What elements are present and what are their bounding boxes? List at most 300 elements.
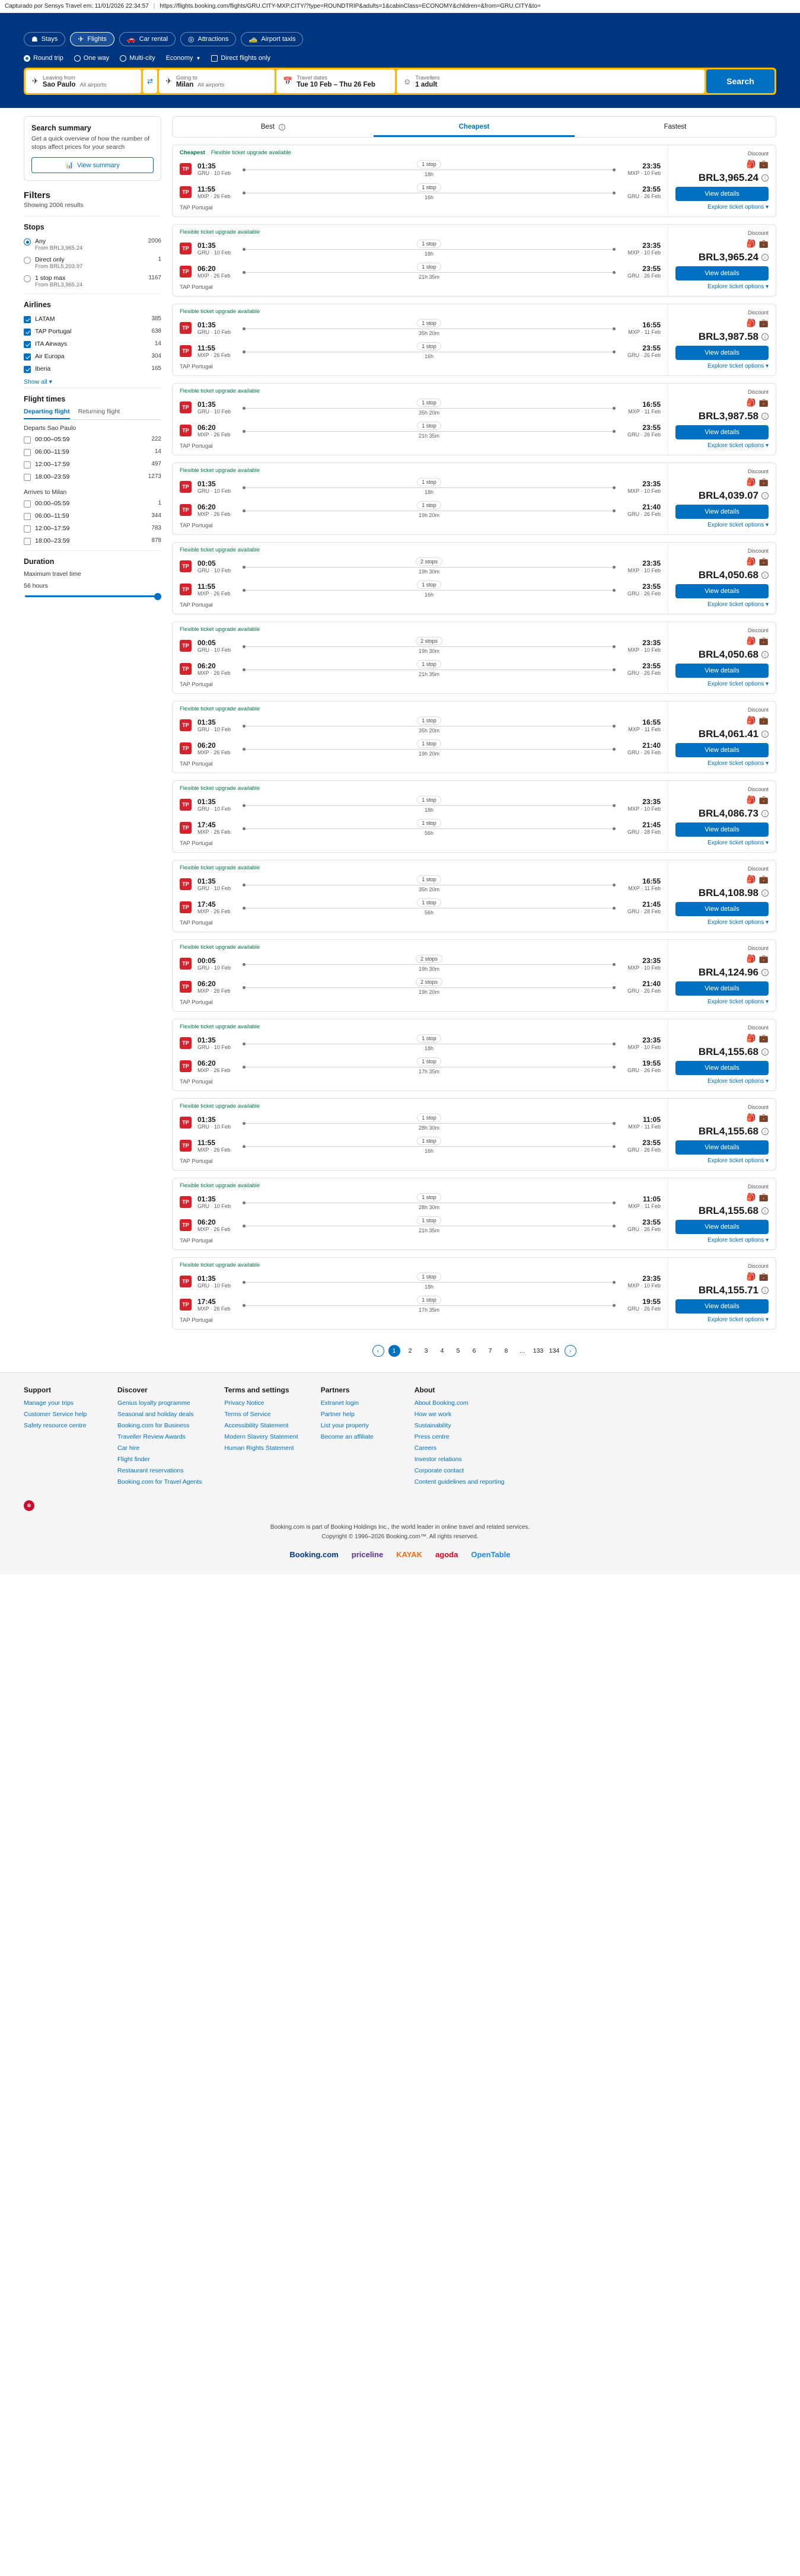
footer-link[interactable]: Investor relations: [414, 1456, 462, 1463]
footer-link[interactable]: Seasonal and holiday deals: [117, 1411, 194, 1418]
footer-link[interactable]: Content guidelines and reporting: [414, 1478, 505, 1485]
footer-link[interactable]: Customer Service help: [24, 1411, 87, 1418]
results-column: [172, 116, 776, 1360]
view-details-button[interactable]: View details: [675, 346, 769, 360]
leg-outbound-stops: 1 stop: [417, 240, 441, 248]
explore-ticket-options-link[interactable]: Explore ticket options ▾: [707, 1316, 769, 1323]
flight-price: BRL4,050.68 i: [699, 569, 769, 581]
country-flag-icon[interactable]: ✻: [24, 1500, 34, 1511]
flight-result-card[interactable]: [172, 701, 776, 773]
pagination-prev[interactable]: ‹: [372, 1345, 384, 1357]
flight-result-card[interactable]: [172, 1098, 776, 1171]
departs-slot-0[interactable]: [24, 434, 161, 447]
leg-outbound-line: [243, 249, 616, 250]
leg-outbound-arr-time: 23:35: [642, 638, 661, 647]
flight-result-card[interactable]: [172, 542, 776, 614]
departs-label-3: 18:00–23:59: [35, 473, 70, 481]
show-all-airlines-button[interactable]: [24, 378, 161, 385]
footer-link[interactable]: Extranet login: [320, 1399, 359, 1407]
footer-link[interactable]: Become an affiliate: [320, 1433, 374, 1440]
capture-bar: [0, 0, 800, 13]
footer-link[interactable]: Car hire: [117, 1445, 140, 1452]
view-details-button[interactable]: View details: [675, 822, 769, 837]
checkbox-airline-tap[interactable]: [24, 329, 31, 336]
view-details-button[interactable]: View details: [675, 902, 769, 916]
checkbox-arrives-2[interactable]: [24, 525, 31, 533]
explore-ticket-options-link[interactable]: Explore ticket options ▾: [707, 204, 769, 211]
operating-airline: TAP Portugal: [180, 681, 213, 688]
landing-icon: ✈: [165, 76, 172, 85]
tab-cheapest[interactable]: Cheapest: [374, 117, 575, 137]
leg-return-middle: [240, 342, 618, 359]
view-details-button[interactable]: View details: [675, 1299, 769, 1313]
search-button[interactable]: Search: [706, 69, 774, 93]
leg-return-departure: [197, 662, 234, 676]
flight-leg-return: [173, 1134, 668, 1157]
explore-ticket-options-link[interactable]: Explore ticket options ▾: [707, 760, 769, 767]
price-info-icon[interactable]: i: [761, 1287, 769, 1294]
leg-return-stops: 2 stops: [416, 978, 442, 986]
leg-outbound-arrival: [624, 798, 661, 812]
checkbox-airline-air-europa[interactable]: [24, 353, 31, 361]
leg-return-dep-info: MXP · 26 Feb: [197, 511, 231, 517]
footer-link[interactable]: Terms of Service: [224, 1411, 271, 1418]
option-round-trip[interactable]: [24, 55, 63, 62]
discount-label: Discount: [747, 1104, 769, 1110]
baggage-icons: [747, 557, 769, 566]
tab-returning-flight[interactable]: Returning flight: [78, 408, 120, 416]
view-summary-label: View summary: [77, 161, 120, 169]
brand-opentable[interactable]: OpenTable: [471, 1550, 511, 1559]
flight-result-card[interactable]: [172, 939, 776, 1012]
leg-return-middle: [240, 263, 618, 280]
footer-link[interactable]: Restaurant reservations: [117, 1467, 184, 1474]
site-header: [0, 13, 800, 55]
checked-bag-icon: 💼: [758, 1034, 769, 1042]
airline-logo-icon: TP: [180, 1037, 192, 1049]
pagination-next[interactable]: ›: [565, 1345, 576, 1357]
flight-card-details: [173, 1178, 668, 1249]
view-details-button[interactable]: View details: [675, 1220, 769, 1234]
price-info-icon[interactable]: i: [761, 572, 769, 579]
origin-field[interactable]: [26, 69, 141, 93]
stops-option-one-max[interactable]: [24, 273, 161, 291]
flight-result-card[interactable]: [172, 1257, 776, 1330]
pagination-page-5[interactable]: 5: [456, 1347, 460, 1354]
checkbox-arrives-0[interactable]: [24, 500, 31, 508]
footer-link[interactable]: Booking.com for Travel Agents: [117, 1478, 202, 1485]
leg-return-departure: [197, 423, 234, 438]
leg-outbound-dep-time: 01:35: [197, 400, 216, 409]
search-form: [24, 68, 776, 95]
view-details-button[interactable]: View details: [675, 981, 769, 996]
flexible-ticket-badge: Flexible ticket upgrade available: [180, 785, 260, 792]
option-multi-city[interactable]: [120, 55, 155, 62]
option-one-way[interactable]: [74, 55, 109, 62]
leg-return-duration: 19h 20m: [418, 751, 440, 757]
pagination-page-7[interactable]: 7: [488, 1347, 492, 1354]
brand-kayak[interactable]: KAYAK: [396, 1550, 423, 1559]
radio-stops-one-max[interactable]: [24, 275, 31, 282]
leg-return-dep-time: 11:55: [197, 582, 216, 591]
view-details-button[interactable]: View details: [675, 584, 769, 598]
pagination-page-134[interactable]: 134: [549, 1347, 560, 1354]
stops-option-any[interactable]: [24, 236, 161, 254]
explore-ticket-options-link[interactable]: Explore ticket options ▾: [707, 999, 769, 1005]
leg-return-arr-info: GRU · 26 Feb: [627, 1226, 661, 1232]
view-details-button[interactable]: View details: [675, 266, 769, 280]
price-info-icon[interactable]: i: [761, 810, 769, 817]
leg-outbound-arr-time: 23:35: [642, 241, 661, 250]
flight-card-price-panel: [668, 940, 776, 1011]
explore-ticket-options-link[interactable]: Explore ticket options ▾: [707, 601, 769, 608]
departs-label-0: 00:00–05:59: [35, 436, 70, 444]
airline-logo-icon: TP: [180, 981, 192, 993]
flight-times-tabs: [24, 408, 161, 420]
arrives-label: Arrives to Milan: [24, 489, 67, 496]
checkbox-airline-iberia[interactable]: [24, 366, 31, 373]
view-details-button[interactable]: View details: [675, 505, 769, 519]
price-info-icon[interactable]: i: [761, 1207, 769, 1214]
filters-title: Filters: [24, 190, 51, 201]
sort-tabs: [172, 116, 776, 138]
leg-outbound-arrival: [624, 718, 661, 732]
price-info-icon[interactable]: i: [761, 890, 769, 897]
pagination-page-6[interactable]: 6: [472, 1347, 476, 1354]
tab-departing-flight[interactable]: Departing flight: [24, 408, 70, 419]
footer-link[interactable]: About Booking.com: [414, 1399, 468, 1407]
flight-result-card[interactable]: [172, 463, 776, 535]
flight-leg-return: [173, 1293, 668, 1316]
flight-badges: [173, 1099, 668, 1111]
flight-price: BRL3,965.24 i: [699, 251, 769, 263]
leg-return-duration: 19h 20m: [418, 989, 440, 995]
leg-return-stops: 1 stop: [417, 819, 441, 827]
leg-return-duration: 21h 35m: [418, 1228, 440, 1233]
airline-logo-icon: TP: [180, 345, 192, 357]
checkbox-arrives-1[interactable]: [24, 513, 31, 520]
leg-return-arrival: [624, 1297, 661, 1312]
flight-leg-return: [173, 498, 668, 521]
explore-ticket-options-link[interactable]: Explore ticket options ▾: [707, 681, 769, 687]
flight-leg-outbound: [173, 952, 668, 975]
nav-item-airport-taxis[interactable]: [241, 32, 303, 46]
destination-field[interactable]: [159, 69, 275, 93]
price-info-icon[interactable]: i: [761, 492, 769, 499]
price-info-icon[interactable]: i: [761, 651, 769, 658]
stops-direct-count: 1: [158, 256, 161, 263]
leg-outbound-middle: [240, 875, 618, 892]
flight-result-card[interactable]: [172, 621, 776, 694]
arrives-slot-3[interactable]: [24, 535, 161, 548]
leg-return-dep-info: MXP · 26 Feb: [197, 272, 231, 279]
leg-outbound-arrival: [624, 1036, 661, 1050]
leg-return-arr-time: 23:55: [642, 1217, 661, 1226]
checkbox-airline-latam[interactable]: [24, 316, 31, 323]
flight-badges: [173, 463, 668, 475]
airline-option-ita[interactable]: [24, 339, 161, 351]
leg-outbound-dep-time: 00:05: [197, 559, 216, 568]
flight-price: BRL4,050.68 i: [699, 649, 769, 661]
footer-link[interactable]: Safety resource centre: [24, 1422, 87, 1429]
operating-airline: TAP Portugal: [180, 364, 213, 370]
footer-link[interactable]: List your property: [320, 1422, 369, 1429]
leg-return-duration: 16h: [424, 1148, 434, 1154]
price-info-icon[interactable]: i: [761, 254, 769, 261]
leg-outbound-stops: 1 stop: [417, 1114, 441, 1122]
nav-item-stays[interactable]: [24, 32, 65, 46]
flight-badges: [173, 702, 668, 713]
flight-result-card[interactable]: [172, 1019, 776, 1091]
pagination-page-4[interactable]: 4: [440, 1347, 444, 1354]
leg-outbound-arr-info: MXP · 11 Feb: [628, 1123, 661, 1130]
info-icon[interactable]: i: [279, 124, 285, 130]
footer-link[interactable]: Traveller Review Awards: [117, 1433, 186, 1440]
leg-outbound-duration: 18h: [424, 489, 434, 495]
leg-return-middle: [240, 1216, 618, 1233]
taxi-icon: 🚕: [248, 35, 258, 43]
price-info-icon[interactable]: i: [761, 969, 769, 976]
leg-return-dep-time: 06:20: [197, 264, 216, 273]
airline-option-latam[interactable]: [24, 314, 161, 326]
brand-booking[interactable]: Booking.com: [289, 1550, 339, 1559]
view-details-button[interactable]: View details: [675, 664, 769, 678]
baggage-icons: [747, 795, 769, 805]
flight-result-card[interactable]: [172, 383, 776, 455]
explore-ticket-options-link[interactable]: Explore ticket options ▾: [707, 1237, 769, 1244]
dates-field[interactable]: [276, 69, 395, 93]
cabin-bag-icon: 🎒: [746, 557, 756, 566]
pagination-page-2[interactable]: 2: [408, 1347, 412, 1354]
baggage-icons: [747, 1034, 769, 1043]
option-direct-flights-only[interactable]: [211, 55, 270, 62]
airline-logo-icon: TP: [180, 1060, 192, 1072]
duration-slider-knob[interactable]: [154, 593, 161, 600]
capture-separator: |: [153, 3, 155, 9]
duration-slider-track[interactable]: [25, 595, 160, 597]
checkbox-departs-2[interactable]: [24, 461, 31, 468]
flight-result-card[interactable]: [172, 1178, 776, 1250]
leg-return-arr-time: 23:55: [642, 423, 661, 432]
leg-return-arr-info: GRU · 26 Feb: [627, 749, 661, 755]
cabin-bag-icon: 🎒: [746, 954, 756, 963]
flexible-ticket-badge: Flexible ticket upgrade available: [180, 1182, 260, 1189]
footer-link[interactable]: Careers: [414, 1445, 437, 1452]
radio-stops-any[interactable]: [24, 238, 31, 246]
nav-label-flights: Flights: [87, 36, 107, 43]
radio-multi-city[interactable]: [120, 55, 126, 62]
explore-ticket-options-link[interactable]: Explore ticket options ▾: [707, 840, 769, 846]
explore-ticket-options-link[interactable]: Explore ticket options ▾: [707, 522, 769, 528]
leg-outbound-stops: 1 stop: [417, 875, 441, 884]
swap-airports-button[interactable]: ⇄: [143, 69, 157, 93]
flight-leg-return: [173, 419, 668, 442]
operating-airline: TAP Portugal: [180, 999, 213, 1006]
tab-best[interactable]: [173, 117, 374, 137]
leg-outbound-arr-time: 23:35: [642, 1035, 661, 1044]
footer-link[interactable]: Partner help: [320, 1411, 355, 1418]
checkbox-direct-only[interactable]: [211, 55, 218, 62]
leg-return-arrival: [624, 662, 661, 676]
leg-return-arr-info: GRU · 26 Feb: [627, 590, 661, 597]
airline-option-iberia[interactable]: [24, 364, 161, 376]
flight-leg-outbound: [173, 475, 668, 498]
footer-link[interactable]: Accessibility Statement: [224, 1422, 289, 1429]
airline-option-air-europa[interactable]: [24, 351, 161, 364]
dates-label: Travel dates: [297, 75, 328, 81]
arrives-slot-0[interactable]: [24, 498, 161, 511]
footer-link[interactable]: Genius loyalty programme: [117, 1399, 190, 1407]
explore-ticket-options-link[interactable]: Explore ticket options ▾: [707, 919, 769, 926]
explore-ticket-options-link[interactable]: Explore ticket options ▾: [707, 363, 769, 369]
flight-result-card[interactable]: [172, 304, 776, 376]
stops-direct-label: Direct only: [35, 256, 65, 264]
view-details-button[interactable]: View details: [675, 187, 769, 201]
flight-leg-outbound: [173, 713, 668, 737]
view-details-button[interactable]: View details: [675, 1140, 769, 1155]
brand-priceline[interactable]: priceline: [351, 1550, 384, 1559]
leg-outbound-duration: 35h 20m: [418, 410, 440, 416]
price-info-icon[interactable]: i: [761, 1048, 769, 1056]
flight-card-details: [173, 1019, 668, 1091]
arrives-slot-2[interactable]: [24, 523, 161, 535]
pagination: [172, 1337, 776, 1360]
airline-logo-icon: TP: [180, 901, 192, 913]
explore-ticket-options-link[interactable]: Explore ticket options ▾: [707, 283, 769, 290]
stops-one-max-sub: From BRL3,965.24: [35, 282, 83, 289]
pagination-page-3[interactable]: 3: [424, 1347, 428, 1354]
leg-outbound-arrival: [624, 241, 661, 256]
footer-link[interactable]: Corporate contact: [414, 1467, 464, 1474]
flight-result-card[interactable]: [172, 780, 776, 853]
leg-outbound-arr-time: 16:55: [642, 718, 661, 726]
leg-outbound-line: [243, 1282, 616, 1283]
leg-return-arr-info: GRU · 26 Feb: [627, 987, 661, 994]
explore-ticket-options-link[interactable]: Explore ticket options ▾: [707, 1158, 769, 1164]
checkbox-airline-ita[interactable]: [24, 341, 31, 348]
footer-link[interactable]: Modern Slavery Statement: [224, 1433, 298, 1440]
flight-result-card[interactable]: [172, 860, 776, 932]
leg-return-dep-info: MXP · 26 Feb: [197, 1067, 231, 1073]
stops-option-direct[interactable]: [24, 254, 161, 273]
pagination-page-1[interactable]: 1: [388, 1345, 400, 1357]
footer-column: [24, 1386, 95, 1490]
explore-ticket-options-link[interactable]: Explore ticket options ▾: [707, 442, 769, 449]
price-info-icon[interactable]: i: [761, 731, 769, 738]
departs-slot-3[interactable]: [24, 471, 161, 484]
flight-card-price-panel: [668, 384, 776, 455]
cabin-class-select[interactable]: [166, 55, 201, 62]
departs-slot-2[interactable]: [24, 459, 161, 471]
pagination-page-8[interactable]: 8: [504, 1347, 508, 1354]
footer-link[interactable]: Manage your trips: [24, 1399, 74, 1407]
discount-label: Discount: [747, 707, 769, 713]
footer-link[interactable]: Press centre: [414, 1433, 450, 1440]
leg-return-departure: [197, 821, 234, 835]
footer-column-title: Partners: [320, 1386, 350, 1394]
checkbox-departs-3[interactable]: [24, 474, 31, 481]
leg-return-duration: 21h 35m: [418, 433, 440, 439]
radio-one-way[interactable]: [74, 55, 81, 62]
arrives-count-3: 878: [151, 537, 161, 544]
flexible-ticket-badge: Flexible ticket upgrade available: [180, 388, 260, 394]
leg-return-departure: [197, 1059, 234, 1073]
view-details-button[interactable]: View details: [675, 743, 769, 757]
view-details-button[interactable]: View details: [675, 425, 769, 439]
leg-outbound-dep-info: GRU · 10 Feb: [197, 408, 231, 415]
footer-link[interactable]: Booking.com for Business: [117, 1422, 190, 1429]
site-footer: [0, 1372, 800, 1574]
view-details-button[interactable]: View details: [675, 1061, 769, 1075]
leg-outbound-middle: [240, 955, 618, 972]
view-summary-button[interactable]: [31, 157, 154, 173]
tab-fastest[interactable]: Fastest: [664, 123, 687, 130]
travellers-field[interactable]: [397, 69, 705, 93]
leg-outbound-duration: 28h 30m: [418, 1125, 440, 1131]
departs-slot-1[interactable]: [24, 447, 161, 459]
airline-tap-label: TAP Portugal: [35, 328, 72, 336]
leg-return-arr-time: 23:55: [642, 343, 661, 352]
price-info-icon[interactable]: i: [761, 174, 769, 181]
flight-leg-return: [173, 260, 668, 283]
airline-logo-icon: TP: [180, 322, 192, 334]
footer-column-title: Terms and settings: [224, 1386, 289, 1394]
leg-outbound-departure: [197, 1115, 234, 1130]
flight-badges: [173, 145, 668, 157]
leg-return-middle: [240, 660, 618, 677]
leg-outbound-stops: 1 stop: [417, 796, 441, 804]
flight-result-card[interactable]: [172, 145, 776, 217]
footer-link[interactable]: Flight finder: [117, 1456, 150, 1463]
radio-stops-direct[interactable]: [24, 257, 31, 264]
leg-return-middle: [240, 183, 618, 200]
baggage-icons: [747, 954, 769, 964]
leg-outbound-dep-info: GRU · 10 Feb: [197, 487, 231, 494]
checkbox-departs-0[interactable]: [24, 436, 31, 444]
price-info-icon[interactable]: i: [761, 1128, 769, 1135]
arrives-slot-1[interactable]: [24, 511, 161, 523]
checkbox-arrives-3[interactable]: [24, 538, 31, 545]
price-info-icon[interactable]: i: [761, 413, 769, 420]
nav-item-car-rental[interactable]: [119, 32, 176, 46]
footer-link[interactable]: Privacy Notice: [224, 1399, 264, 1407]
price-info-icon[interactable]: i: [761, 333, 769, 340]
explore-ticket-options-link[interactable]: Explore ticket options ▾: [707, 1078, 769, 1085]
leg-return-duration: 21h 35m: [418, 274, 440, 280]
nav-item-attractions[interactable]: [180, 32, 236, 46]
capture-label: Capturado por Sensys Travel em: 11/01/2026 22:34:57: [5, 3, 149, 9]
airline-option-tap[interactable]: [24, 326, 161, 339]
radio-round-trip[interactable]: [24, 55, 30, 62]
flight-result-card[interactable]: [172, 224, 776, 297]
footer-link[interactable]: Human Rights Statement: [224, 1445, 294, 1452]
flight-price: BRL3,987.58 i: [699, 410, 769, 422]
duration-slider[interactable]: [24, 592, 161, 598]
leg-outbound-middle: [240, 1034, 618, 1051]
flight-leg-outbound: [173, 316, 668, 339]
pagination-page-133[interactable]: 133: [533, 1347, 544, 1354]
leg-return-middle: [240, 819, 618, 836]
leg-outbound-arr-time: 23:35: [642, 559, 661, 568]
checkbox-departs-1[interactable]: [24, 449, 31, 456]
leg-outbound-arr-info: MXP · 11 Feb: [628, 408, 661, 415]
footer-link[interactable]: Sustainability: [414, 1422, 451, 1429]
flight-card-price-panel: [668, 225, 776, 296]
brand-agoda[interactable]: agoda: [435, 1550, 458, 1559]
footer-link[interactable]: How we work: [414, 1411, 452, 1418]
nav-item-flights[interactable]: [70, 32, 114, 46]
arrives-count-0: 1: [158, 500, 161, 507]
